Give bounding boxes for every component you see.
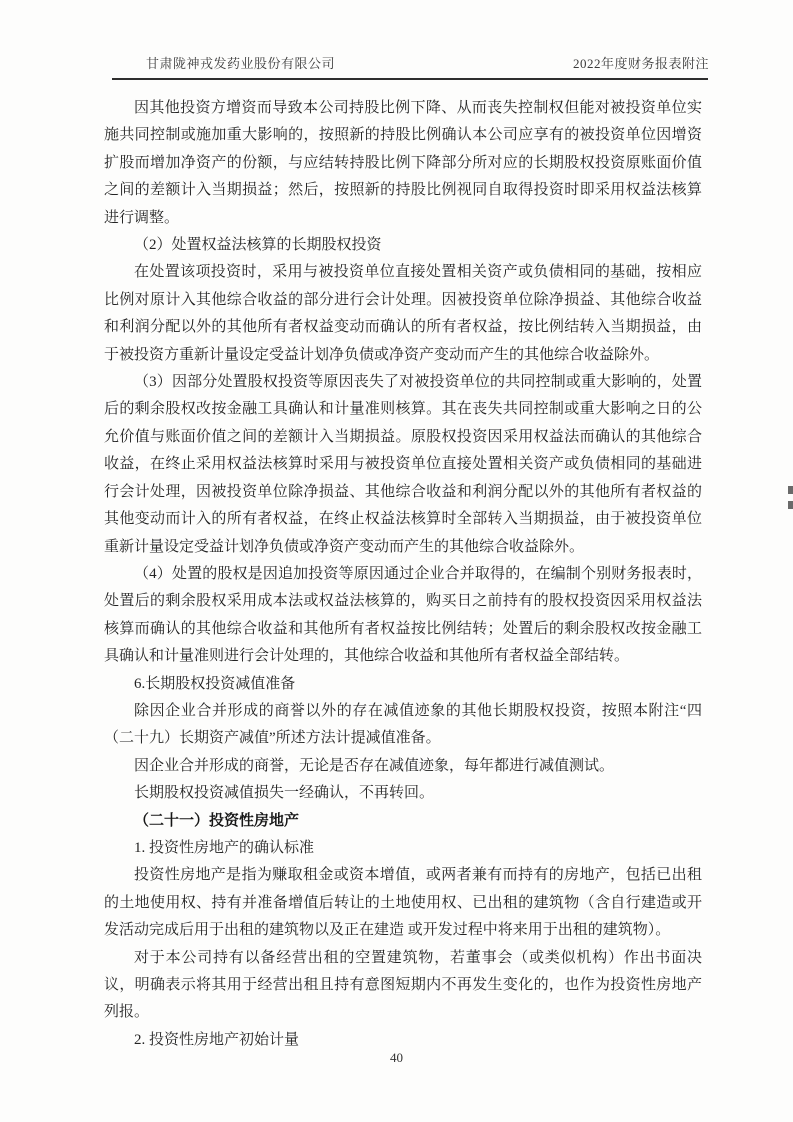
paragraph-partial-disposal: （3）因部分处置股权投资等原因丧失了对被投资单位的共同控制或重大影响的，处置后的剩余股权改按金融工具确认和计量准则核算。其在丧失共同控制或重大影响之日的公允价值与账面价值之间的差额计入当期损益。原股权投资因采用权益法而确认的其他综合收益，在终止采用权益法核算时采用与被投资单位直接处置相关资产或负债相同的基础进行会计处理，因被投资单位除净损益、其他综合收益和利润分配以外的其他所有者权益的其他变动而计入的所有者权益，在终止权益法核算时全部转入当期损益，由于被投资单位重新计量设定受益计划净负债或净资产变动而产生的其他综合收益除外。 [104, 374, 702, 555]
paragraph-disposal-via-merger: （4）处置的股权是因追加投资等原因通过企业合并取得的，在编制个别财务报表时，处置后的剩余股权采用成本法或权益法核算的，购买日之前持有的股权投资因采用权益法核算而确认的其他综合收益和其他所有者权益按比例结转；处置后的剩余股权改按金融工具确认和计量准则进行会计处理的，其他综合收益和其他所有者权益全部结转。 [104, 565, 702, 665]
scan-artifact [788, 486, 793, 510]
heading-recognition-criteria: 1. 投资性房地产的确认标准 [134, 839, 315, 856]
scan-artifact-dash [788, 486, 793, 494]
paragraph-vacant-buildings: 对于本公司持有以备经营出租的空置建筑物，若董事会（或类似机构）作出书面决议，明确表示将其用于经营出租且持有意图短期内不再发生变化的，也作为投资性房地产列报。 [104, 949, 702, 1021]
paragraph-goodwill-test: 因企业合并形成的商誉，无论是否存在减值迹象，每年都进行减值测试。 [134, 757, 615, 774]
document-body [104, 95, 702, 1054]
company-name: 甘肃陇神戎发药业股份有限公司 [146, 56, 336, 71]
page-number: 40 [390, 1050, 403, 1065]
header-divider [112, 78, 708, 80]
paragraph-disposal-treatment: 在处置该项投资时，采用与被投资单位直接处置相关资产或负债相同的基础，按相应比例对原计入其他综合收益的部分进行会计处理。因被投资单位除净损益、其他综合收益和利润分配以外的其他所有者权益变动而确认的所有者权益，按比例结转入当期损益，由于被投资方重新计量设定受益计划净负债或净资产变动而产生的其他综合收益除外。 [104, 264, 702, 363]
report-note-title: 2022年度财务报表附注 [572, 56, 709, 71]
heading-impairment-provision: 6.长期股权投资减值准备 [134, 675, 296, 692]
paragraph-investment-property-def: 投资性房地产是指为赚取租金或资本增值，或两者兼有而持有的房地产，包括已出租的土地使用权、持有并准备增值后转让的土地使用权、已出租的建筑物（含自行建造或开发活动完成后用于出租的建筑物以及正在建造 或开发过程中将来用于出租的建筑物）。 [104, 867, 702, 939]
heading-investment-property: （二十一）投资性房地产 [134, 812, 300, 829]
heading-disposal-equity-method: （2）处置权益法核算的长期股权投资 [134, 237, 382, 254]
paragraph-impairment-no-reversal: 长期股权投资减值损失一经确认，不再转回。 [134, 785, 435, 802]
heading-initial-measurement: 2. 投资性房地产初始计量 [134, 1031, 300, 1048]
scan-artifact-dash [788, 501, 793, 509]
page-header [146, 53, 709, 72]
paragraph-equity-dilution: 因其他投资方增资而导致本公司持股比例下降、从而丧失控制权但能对被投资单位实施共同控制或施加重大影响的，按照新的持股比例确认本公司应享有的被投资单位因增资扩股而增加净资产的份额，与应结转持股比例下降部分所对应的长期股权投资原账面价值之间的差额计入当期损益；然后，按照新的持股比例视同自取得投资时即采用权益法核算进行调整。 [104, 100, 702, 226]
paragraph-impairment-method: 除因企业合并形成的商誉以外的存在减值迹象的其他长期股权投资，按照本附注“四（二十九）长期资产减值”所述方法计提减值准备。 [104, 702, 702, 747]
